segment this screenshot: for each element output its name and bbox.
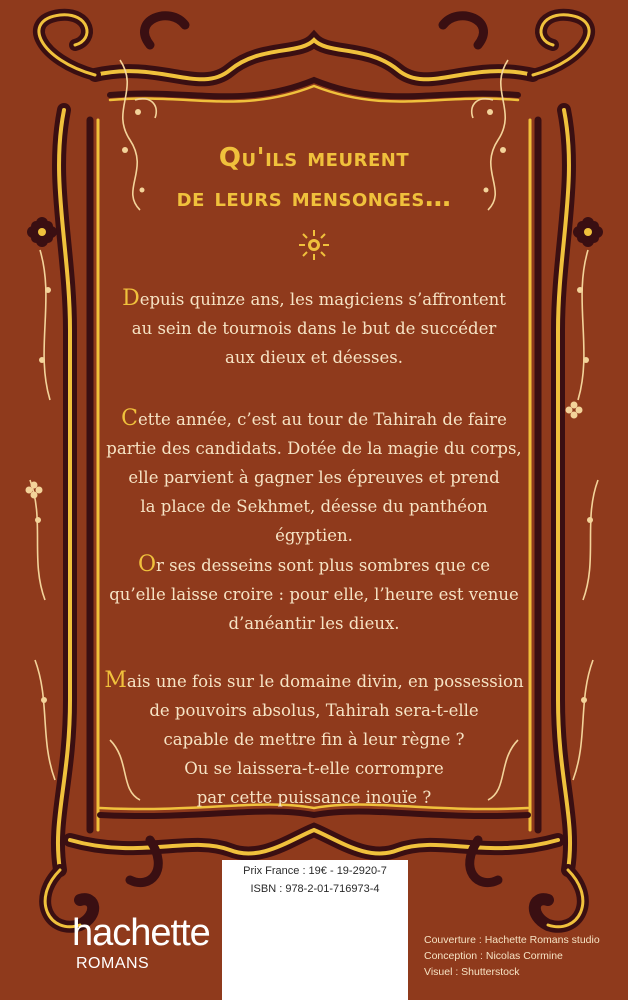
paragraph-line: qu’elle laisse croire : pour elle, l’heure est venue	[109, 585, 519, 604]
paragraph-line: d’anéantir les dieux.	[228, 614, 400, 633]
drop-cap: C	[121, 406, 138, 431]
synopsis-paragraph-1	[100, 284, 528, 372]
tagline-line-2: de leurs mensonges…	[176, 183, 452, 213]
credit-visual: Visuel : Shutterstock	[424, 966, 520, 978]
credit-design: Conception : Nicolas Cormine	[424, 950, 563, 962]
paragraph-line: partie des candidats. Dotée de la magie du corps,	[106, 439, 522, 458]
drop-cap: O	[137, 552, 157, 577]
synopsis-paragraph-2	[100, 404, 528, 550]
paragraph-line: elle parvient à gagner les épreuves et prend	[128, 468, 500, 487]
paragraph-line: aux dieux et déesses.	[225, 348, 403, 367]
synopsis-paragraph-4	[100, 666, 528, 812]
paragraph-line: Cette année, c’est au tour de Tahirah de faire	[121, 406, 507, 431]
price-isbn-box	[222, 860, 408, 1000]
paragraph-line: la place de Sekhmet, déesse du panthéon égyptien.	[140, 497, 488, 545]
drop-cap: M	[104, 668, 127, 693]
paragraph-line: Ou se laissera-t-elle corrompre	[184, 759, 444, 778]
paragraph-line: au sein de tournois dans le but de succéder	[131, 319, 497, 338]
paragraph-line: Depuis quinze ans, les magiciens s’affrontent	[122, 286, 506, 311]
price-text: Prix France : 19€ - 19-2920-7	[243, 865, 387, 877]
synopsis-paragraph-3	[100, 550, 528, 638]
isbn-text: ISBN : 978-2-01-716973-4	[250, 883, 380, 895]
sun-icon	[298, 229, 330, 261]
paragraph-line: Mais une fois sur le domaine divin, en possession	[104, 668, 524, 693]
paragraph-line: capable de mettre fin à leur règne ?	[163, 730, 465, 749]
drop-cap: D	[122, 286, 140, 311]
paragraph-line: de pouvoirs absolus, Tahirah sera-t-elle	[149, 701, 479, 720]
paragraph-line: Or ses desseins sont plus sombres que ce	[137, 552, 491, 577]
paragraph-line: par cette puissance inouïe ?	[196, 788, 432, 807]
publisher-imprint: ROMANS	[76, 955, 150, 972]
tagline-line-1: Qu'ils meurent	[218, 143, 410, 173]
publisher-logo-name: hachette	[72, 912, 210, 954]
credit-cover: Couverture : Hachette Romans studio	[424, 934, 600, 946]
